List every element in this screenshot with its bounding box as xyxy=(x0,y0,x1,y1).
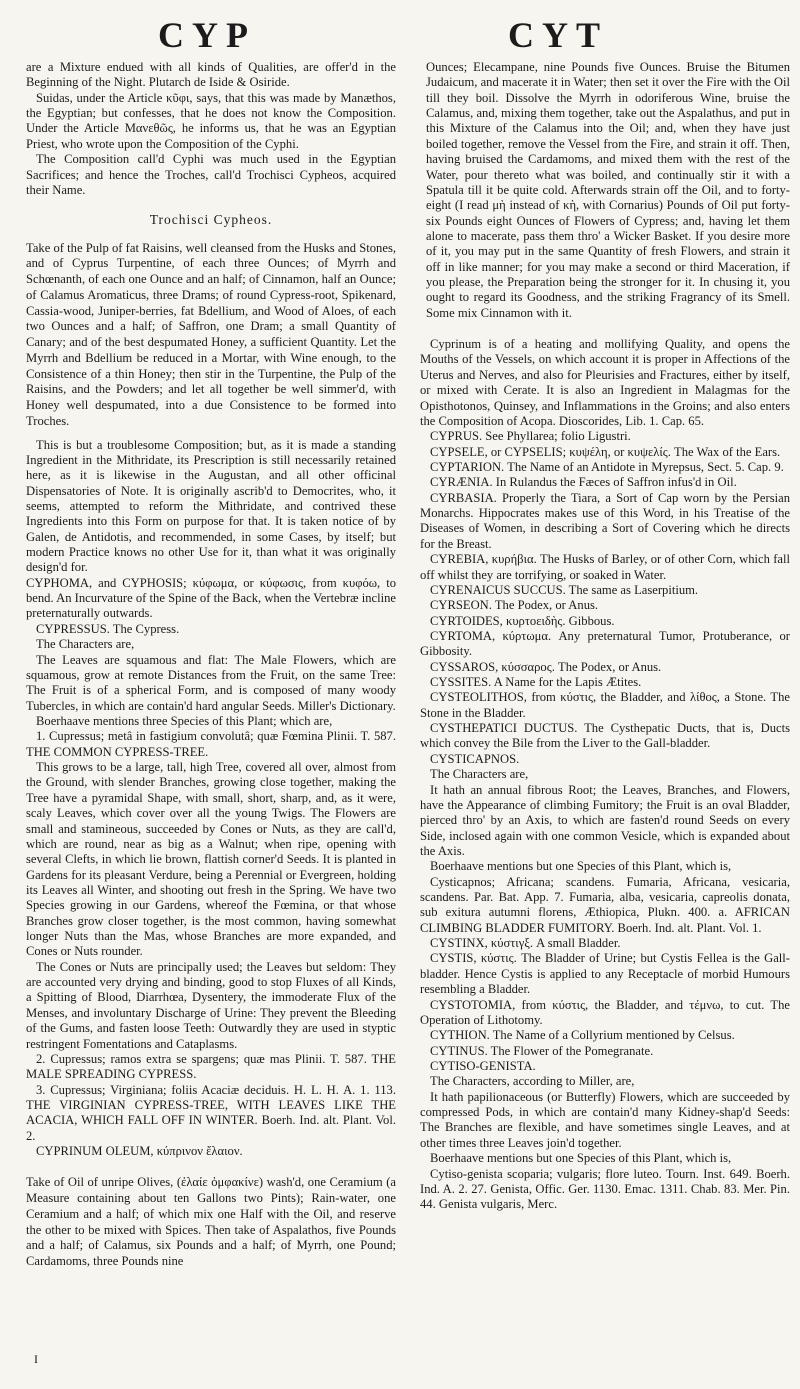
paragraph: The Cones or Nuts are principally used; the Leaves but seldom: They are accounted very drying and binding, good to stop Fluxes of all Kinds, a Spitting of Blood, Diarrhœa, Dysentery, the immoderate Flux of the Menses, and involuntary Discharge of Urine: They prevent the Bleeding of the Gums, and fasten loose Teeth: Outwardly they are used in styptic restringent Fomentations and Cataplasms. xyxy=(26,959,396,1051)
signature-mark: I xyxy=(34,1352,38,1366)
species-entry: Cysticapnos; Africana; scandens. Fumaria, Africana, vesicaria, scandens. Par. Bat. App. 7. Fumaria, alba, vesicaria, capreolis donata, sub exitura autumni florens, Æthiopica, Plukn. 400. a. AFRICAN CLIMBING BLADDER FUMITORY. Boerh. Ind. alt. Plant. Vol. 1. xyxy=(420,874,790,935)
section-heading: Trochisci Cypheos. xyxy=(149,212,273,228)
entry: CYSSITES. A Name for the Lapis Ætites. xyxy=(430,675,642,690)
entry: CYPRUS. See Phyllarea; folio Ligustri. xyxy=(430,429,631,444)
right-column xyxy=(420,60,790,1213)
entry: CYTINUS. The Flower of the Pomegranate. xyxy=(430,1043,654,1058)
species-entry: 3. Cupressus; Virginiana; foliis Acaciæ deciduis. H. L. H. A. 1. 113. THE VIRGINIAN CYPRESS-TREE, WITH LEAVES LIKE THE ACACIA, WHICH FALL OFF IN WINTER. Boerh. Ind. alt. Plant. Vol. 2. xyxy=(26,1082,396,1143)
paragraph: The Characters are, xyxy=(430,767,529,782)
paragraph: Boerhaave mentions three Species of this Plant; which are, xyxy=(36,713,333,728)
entry: CYPSELE, or CYPSELIS; κυψέλη, or κυψελίς. The Wax of the Ears. xyxy=(430,444,781,459)
paragraph: The Characters, according to Miller, are, xyxy=(430,1074,635,1089)
entry: CYSTOTOMIA, from κύστις, the Bladder, and τέμνω, to cut. The Operation of Lithotomy. xyxy=(420,997,790,1027)
entry: CYPRESSUS. The Cypress. xyxy=(36,621,180,636)
entry: CYRTOIDES, κυρτοειδὴς. Gibbous. xyxy=(430,613,615,628)
spacer xyxy=(26,430,396,438)
entry: CYPTARION. The Name of an Antidote in Myrepsus, Sect. 5. Cap. 9. xyxy=(430,459,784,474)
paragraph: The Leaves are squamous and flat: The Male Flowers, which are squamous, grow at remote Distances from the Fruit, on the same Tree: The Fruit is of a spherical Form, and is composed of many woody Tubercles, in which are contain'd hard angular Seeds. Miller's Dictionary. xyxy=(26,652,396,713)
spacer xyxy=(420,321,790,337)
paragraph: It hath papilionaceous (or Butterfly) Flowers, which are succeeded by compressed Pods, in which are contain'd many Kidney-shap'd Seeds: The Branches are flexible, and have sometimes single Leaves, and at other times three Leaves join'd together. xyxy=(420,1089,790,1150)
running-head-right: CYT xyxy=(508,15,609,55)
paragraph: This grows to be a large, tall, high Tree, covered all over, almost from the Ground, with slender Branches, growing close together, making the Tree have a pyramidal Shape, with small, short, sharp, and, as it were, scaly Leaves, which cover over all the young Twigs. The Flowers are small and stamineous, succeeded by Cones or Nuts, as they are call'd, which are round, near as big as a Walnut; when ripe, opening with several Clefts, in which lie brown, flattish corner'd Seeds. It is planted in Gardens for its pleasant Verdure, being a Perennial or Evergreen, holding its Leaves all Winter, and shooting out fresh in the Spring. We have two Species growing in our Gardens, whereof the Fœmina, or that whose Branches grow closer together, is the most common, having somewhat longer Nuts than the Mas, whose Branches are more expanded, and Cones or Nuts rounder. xyxy=(26,760,396,959)
entry: CYSSAROS, κύσσαρος. The Podex, or Anus. xyxy=(430,659,662,674)
spacer xyxy=(26,1159,396,1175)
paragraph: The Composition call'd Cyphi was much used in the Egyptian Sacrifices; and hence the Troches, call'd Trochisci Cypheos, acquired their Name. xyxy=(26,152,396,197)
paragraph: It hath an annual fibrous Root; the Leaves, Branches, and Flowers, have the Appearance of climbing Fumitory; the Fruit is an oval Bladder, pierced thro' by an Axis, to which are fasten'd round Seeds on every Side, inclosed again with one common Vesicle, which is expanded about the Axis. xyxy=(420,782,790,858)
species-entry: Cytiso-genista scoparia; vulgaris; flore luteo. Tourn. Inst. 649. Boerh. Ind. A. 2. 27. Genista, Offic. Ger. 1130. Emac. 1311. Chab. 83. Mer. Pin. 44. Genista vulgaris, Merc. xyxy=(420,1166,790,1212)
entry: CYRSEON. The Podex, or Anus. xyxy=(430,598,599,613)
running-head-left: CYP xyxy=(158,15,256,55)
entry: CYPRINUM OLEUM, κύπρινον ἔλαιον. xyxy=(36,1144,243,1159)
species-entry: 2. Cupressus; ramos extra se spargens; quæ mas Plinii. T. 587. THE MALE SPREADING CYPRESS. xyxy=(26,1051,396,1082)
entry: CYSTICAPNOS. xyxy=(430,751,520,766)
entry: CYRENAICUS SUCCUS. The same as Laserpitium. xyxy=(430,582,699,597)
paragraph: Boerhaave mentions but one Species of this Plant, which is, xyxy=(430,1151,732,1166)
paragraph: This is but a troublesome Composition; but, as it is made a standing Ingredient in the Mithridate, its Prescription is still necessarily retained here, as it is likewise in the Augustan, and all other officinal Dispensatories of Note. It is originally ascrib'd to Democrites, who, it seems, attempted to reform the Mithridate, and contrived these Ingredients into this Form on purpose for that. It is taken notice of by Galen, de Antidotis, and recommended, in some Cases, by itself; but modern Practice knows no other Use for it, than what it was originally design'd for. xyxy=(26,437,396,575)
entry: CYTISO-GENISTA. xyxy=(430,1059,536,1073)
paragraph: Boerhaave mentions but one Species of this Plant, which is, xyxy=(430,859,732,874)
entry: CYSTIS, κύστις. The Bladder of Urine; but Cystis Fellea is the Gall-bladder. Hence Cystis is applied to any Receptacle of morbid Humours resembling a Bladder. xyxy=(420,951,790,997)
recipe-block: Take of Oil of unripe Olives, (ἐλαίε ὀμφακίνε) wash'd, one Ceramium (a Measure containing about ten Gallons two Pints); Rain-water, one Ceramium and a half; of which mix one Half with the Oil, and reserve the other to be mixed with Spices. Then take of Aspalathos, five Pounds and a half; of Calamus, six Pounds and a half; of Myrrh, one Pound; Cardamoms, three Pounds nine xyxy=(26,1175,396,1269)
paragraph: Suidas, under the Article κῦφι, says, that this was made by Manæthos, the Egyptian; but confesses, that he does not know the Composition. Under the Article Μανεθῶς, he informs us, that he was an Egyptian Priest, who wrote upon the Composition of the Cyphi. xyxy=(26,90,396,151)
entry: CYPHOMA, and CYPHOSIS; κύφωμα, or κύφωσις, from κυφόω, to bend. An Incurvature of the Spine of the Back, when the Vertebræ incline preternaturally outwards. xyxy=(26,575,396,621)
recipe-continuation: Ounces; Elecampane, nine Pounds five Ounces. Bruise the Bitumen Judaicum, and macerate it in Water; then set it over the Fire with the Oil till they boil. Dissolve the Myrrh in odoriferous Wine, bruise the Calamus, and, mixing them together, take out the Aspalathus, and put in this Mixture of the Calamus into the Oil; and, when they have just boiled together, remove the Vessel from the Fire, and strain it off. Then, having bruised the Cardamoms, and mixed them with the rest of the Water, pour thereto what was boiled, and continually stir it with a Spatula till it be quite cold. Afterwards strain off the Oil, and to forty-eight (I read μὴ instead of κὴ, with Cornarius) Pounds of Oil put forty-six Pounds eight Ounces of Flowers of Cypress; and, having let them alone to macerate, pass them thro' a Wicker Basket. If you desire more of it, you may put in the same Quantity of fresh Flowers, and strain it off in like manner; for you may make a second or third Maceration, if you please, the Preparation being the stronger for it. In chusing it, you ought to regard its Goodness, and the striking Fragrancy of its Smell. Some mix Cinnamon with it. xyxy=(426,60,790,320)
paragraph: are a Mixture endued with all kinds of Qualities, are offer'd in the Beginning of the Night. Plutarch de Iside & Osiride. xyxy=(26,60,396,90)
entry: CYTHION. The Name of a Collyrium mentioned by Celsus. xyxy=(430,1028,735,1043)
entry: CYSTEOLITHOS, from κύστις, the Bladder, and λίθος, a Stone. The Stone in the Bladder. xyxy=(420,690,790,720)
paragraph: Cyprinum is of a heating and mollifying Quality, and opens the Mouths of the Vessels, on which account it is proper in Affections of the Uterus and Nerves, and also for Pleurisies and Fractures, either by itself, or mixed with Cerate. It is also an Ingredient in Malagmas for the Opisthotonos, Quinsey, and Inflammations in the Groins; and also enters the Composition of Acopa. Dioscorides, Lib. 1. Cap. 65. xyxy=(420,337,790,428)
entry: CYRBASIA. Properly the Tiara, a Sort of Cap worn by the Persian Monarchs. Hippocrates makes use of this Word, in his Treatise of the Diseases of Women, in describing a Sort of Covering which he directs for the Breast. xyxy=(420,490,790,551)
entry: CYSTINX, κύστιγξ. A small Bladder. xyxy=(430,936,621,951)
left-column xyxy=(26,60,396,1270)
entry: CYRTOMA, κύρτωμα. Any preternatural Tumor, Protuberance, or Gibbosity. xyxy=(420,628,790,659)
species-entry: 1. Cupressus; metâ in fastigium convolutâ; quæ Fœmina Plinii. T. 587. THE COMMON CYPRESS-TREE. xyxy=(26,729,396,759)
entry: CYRÆNIA. In Rulandus the Fæces of Saffron infus'd in Oil. xyxy=(430,475,737,490)
entry: CYREBIA, κυρήβια. The Husks of Barley, or of other Corn, which fall off whilst they are torrifying, or soaked in Water. xyxy=(420,552,790,582)
paragraph: The Characters are, xyxy=(36,637,135,652)
recipe-block: Take of the Pulp of fat Raisins, well cleansed from the Husks and Stones, and of Cyprus Turpentine, of each three Ounces; of Myrrh and Schœnanth, of each one Ounce and an half; of Cinnamon, half an Ounce; of Calamus Aromaticus, three Drams; of round Cypress-root, Spikenard, Cassia-wood, Juniper-berries, fat Bdellium, and Wood of Aloes, of each two Ounces and a half; of Saffron, one Dram; a small Quantity of Canary; and of the best despumated Honey, a sufficient Quantity. Let the Myrrh and Bdellium be reduced in a Mortar, with Wine enough, to the Consistence of a thin Honey; then stir in the Turpentine, the Pulp of the Raisins, and the Powders; and let all together be well simmer'd, with Honey well despumated, into a due Consistence to be formed into Troches. xyxy=(26,240,396,428)
entry: CYSTHEPATICI DUCTUS. The Cysthepatic Ducts, that is, Ducts which convey the Bile from the Liver to the Gall-bladder. xyxy=(420,721,790,751)
